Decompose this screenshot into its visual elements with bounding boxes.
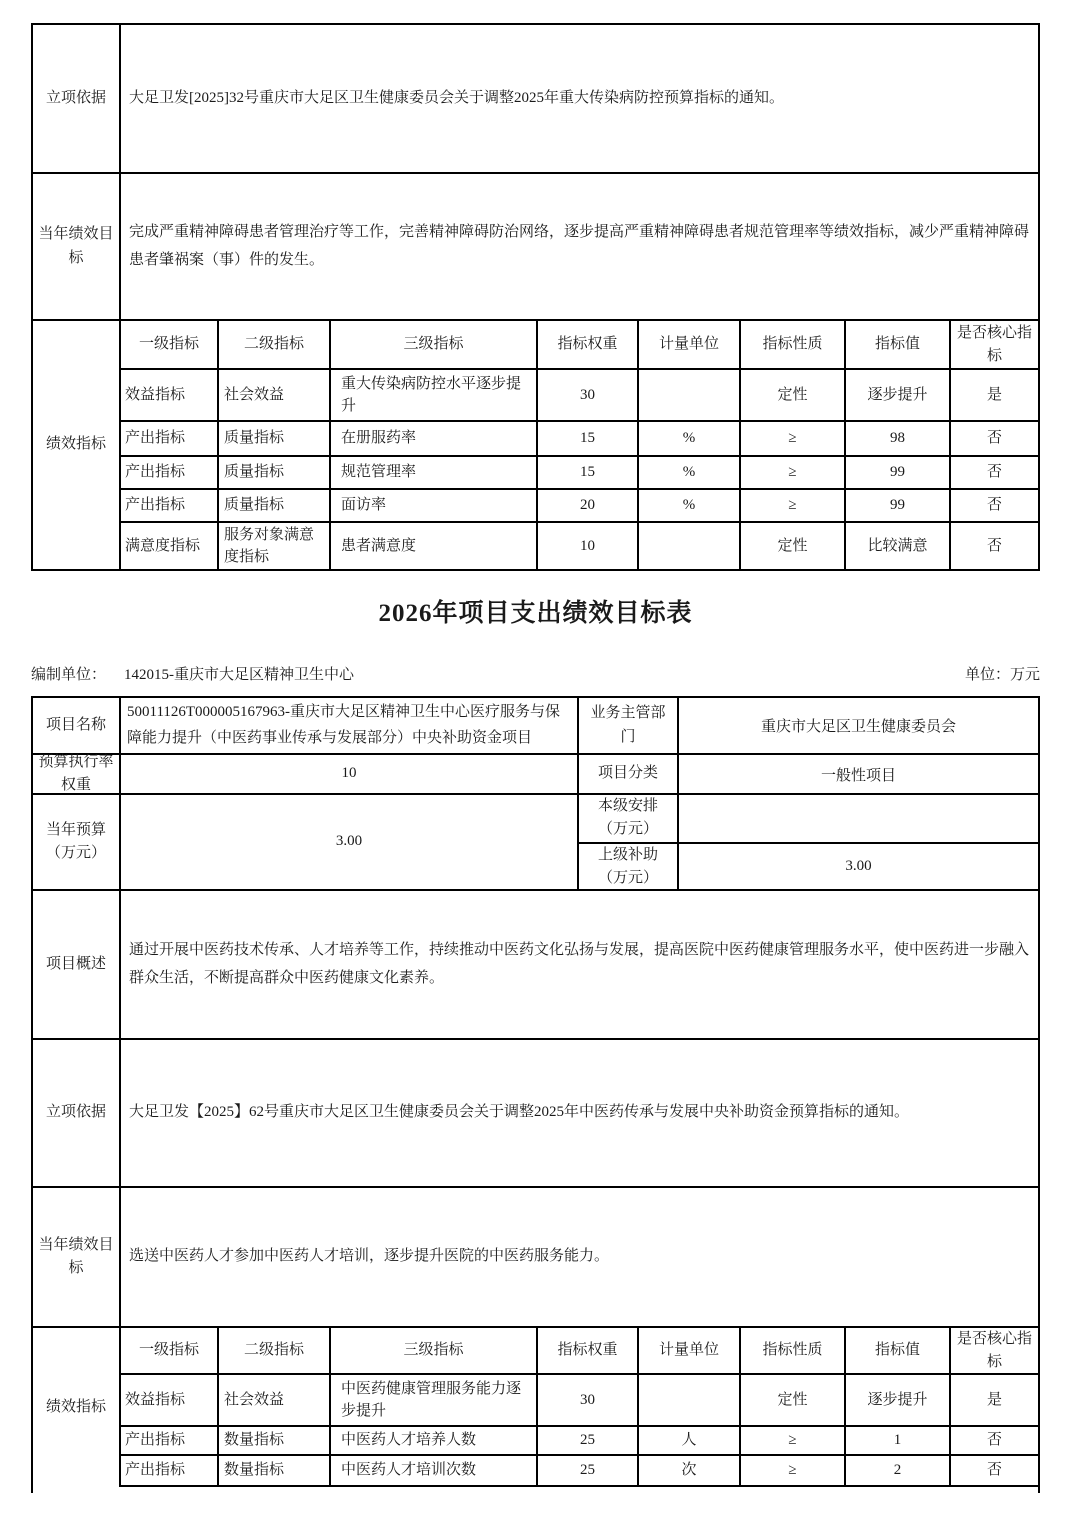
indicators-row-label: 绩效指标 <box>33 1328 121 1487</box>
local-budget-label: 本级安排（万元） <box>579 795 679 842</box>
basis-row-content: 大足卫发[2025]32号重庆市大足区卫生健康委员会关于调整2025年重大传染病防控预算指标的通知。 <box>129 89 784 106</box>
project-table <box>31 696 1040 1493</box>
indicator-cell: ≥ <box>741 490 846 521</box>
indicator-cell: ≥ <box>741 457 846 488</box>
header-cell: 二级指标 <box>219 1328 331 1373</box>
indicator-cell: 是 <box>986 386 1002 403</box>
indicator-cell: 中医药人才培养人数 <box>331 1427 538 1454</box>
superior-budget-subrow <box>579 844 1038 891</box>
indicator-cell: 效益指标 <box>121 1375 219 1425</box>
indicators-table <box>121 321 1038 569</box>
indicators-row <box>33 321 1038 569</box>
indicator-cell: 25 <box>538 1427 639 1454</box>
indicator-cell: 逐步提升 <box>846 370 951 420</box>
category-label: 项目分类 <box>579 755 679 793</box>
exec-rate-value: 10 <box>121 755 579 793</box>
indicator-cell: 否 <box>986 430 1002 447</box>
indicators-header-row <box>121 1328 1038 1375</box>
indicator-cell: 否 <box>986 1432 1002 1449</box>
indicators-row <box>33 1328 1038 1487</box>
header-cell: 一级指标 <box>121 321 219 368</box>
header-cell: 三级指标 <box>331 321 538 368</box>
basis-row-label: 立项依据 <box>33 25 121 172</box>
indicator-cell: 2 <box>846 1456 951 1485</box>
indicator-row <box>121 1427 1038 1456</box>
category-value: 一般性项目 <box>820 767 896 784</box>
indicators-table <box>121 1328 1038 1487</box>
dept-label: 业务主管部门 <box>579 698 679 753</box>
indicator-cell: % <box>639 457 741 488</box>
indicator-cell: 否 <box>986 1462 1002 1479</box>
indicator-cell <box>639 523 741 569</box>
indicator-cell: 产出指标 <box>121 457 219 488</box>
indicator-cell: 1 <box>846 1427 951 1454</box>
header-cell: 计量单位 <box>639 321 741 368</box>
indicator-row <box>121 523 1038 569</box>
indicator-row <box>121 1456 1038 1487</box>
header-cell: 二级指标 <box>219 321 331 368</box>
indicator-cell: 99 <box>846 457 951 488</box>
indicator-row <box>121 457 1038 490</box>
prepared-by-label: 编制单位： <box>31 667 107 683</box>
header-cell: 指标权重 <box>538 321 639 368</box>
indicator-cell: 30 <box>538 370 639 420</box>
target-label: 当年绩效目标 <box>33 1188 121 1326</box>
project-name-value: 50011126T000005167963-重庆市大足区精神卫生中心医疗服务与保障能力提升（中医药事业传承与发展部分）中央补助资金项目 <box>121 698 579 753</box>
exec-rate-row <box>33 755 1038 795</box>
indicator-cell: % <box>639 490 741 521</box>
target-row-label: 当年绩效目标 <box>33 174 121 319</box>
superior-budget-label: 上级补助（万元） <box>579 844 679 891</box>
header-cell: 指标权重 <box>538 1328 639 1373</box>
header-cell: 计量单位 <box>639 1328 741 1373</box>
indicator-row <box>121 490 1038 523</box>
superior-budget-value: 3.00 <box>845 858 872 875</box>
project-name-label: 项目名称 <box>33 698 121 753</box>
indicator-cell <box>639 370 741 420</box>
header-cell: 指标性质 <box>741 1328 846 1373</box>
local-budget-value <box>679 795 1038 842</box>
indicator-cell: 逐步提升 <box>846 1375 951 1425</box>
indicator-cell: 质量指标 <box>219 457 331 488</box>
indicator-cell: 定性 <box>741 370 846 420</box>
header-cell: 一级指标 <box>121 1328 219 1373</box>
indicator-cell: 20 <box>538 490 639 521</box>
indicator-cell: 重大传染病防控水平逐步提升 <box>331 370 538 420</box>
indicators-row-label: 绩效指标 <box>33 321 121 569</box>
indicator-cell: 数量指标 <box>219 1427 331 1454</box>
indicator-cell: 数量指标 <box>219 1456 331 1485</box>
table-row <box>33 174 1038 321</box>
top-continuation-table <box>31 23 1040 571</box>
indicator-cell: 10 <box>538 523 639 569</box>
indicators-header-row <box>121 321 1038 370</box>
indicator-cell: 否 <box>986 537 1002 554</box>
budget-value: 3.00 <box>121 795 579 889</box>
indicator-cell: 产出指标 <box>121 1427 219 1454</box>
indicator-cell: 15 <box>538 457 639 488</box>
indicator-cell: 98 <box>846 422 951 455</box>
prepared-by <box>31 664 354 686</box>
indicator-cell: 次 <box>639 1456 741 1485</box>
target-content: 选送中医药人才参加中医药人才培训，逐步提升医院的中医药服务能力。 <box>129 1248 610 1265</box>
header-cell: 三级指标 <box>331 1328 538 1373</box>
indicator-cell: 中医药健康管理服务能力逐步提升 <box>331 1375 538 1425</box>
header-cell: 指标值 <box>846 321 951 368</box>
indicator-cell: 人 <box>639 1427 741 1454</box>
indicator-cell: 质量指标 <box>219 490 331 521</box>
target-row <box>33 1188 1038 1328</box>
header-cell: 指标值 <box>846 1328 951 1373</box>
overview-label: 项目概述 <box>33 891 121 1038</box>
indicator-cell: 产出指标 <box>121 490 219 521</box>
indicator-cell: 社会效益 <box>219 370 331 420</box>
indicator-cell: 面访率 <box>331 490 538 521</box>
basis-content: 大足卫发【2025】62号重庆市大足区卫生健康委员会关于调整2025年中医药传承与发展中央补助资金预算指标的通知。 <box>129 1104 910 1121</box>
prepared-by-value: 142015-重庆市大足区精神卫生中心 <box>124 667 355 683</box>
budget-row <box>33 795 1038 891</box>
target-row-content: 完成严重精神障碍患者管理治疗等工作，完善精神障碍防治网络，逐步提高严重精神障碍患者规范管理率等绩效指标，减少严重精神障碍患者肇祸案（事）件的发生。 <box>129 223 1030 268</box>
overview-content: 通过开展中医药技术传承、人才培养等工作，持续推动中医药文化弘扬与发展，提高医院中医药健康管理服务水平，使中医药进一步融入群众生活，不断提高群众中医药健康文化素养。 <box>129 941 1030 986</box>
indicator-cell <box>639 1375 741 1425</box>
indicator-row <box>121 422 1038 457</box>
dept-value: 重庆市大足区卫生健康委员会 <box>760 719 956 735</box>
exec-rate-label: 预算执行率权重 <box>33 755 121 793</box>
indicator-cell: 产出指标 <box>121 422 219 455</box>
basis-label: 立项依据 <box>33 1040 121 1186</box>
indicator-row <box>121 370 1038 422</box>
header-cell: 指标性质 <box>741 321 846 368</box>
indicator-cell: 产出指标 <box>121 1456 219 1485</box>
indicator-cell: 患者满意度 <box>331 523 538 569</box>
project-name-row <box>33 698 1038 755</box>
indicator-cell: 99 <box>846 490 951 521</box>
header-cell: 是否核心指标 <box>956 325 1032 364</box>
local-budget-subrow <box>579 795 1038 844</box>
indicator-cell: 质量指标 <box>219 422 331 455</box>
meta-line <box>31 664 1040 686</box>
page-title: 2026年项目支出绩效目标表 <box>378 600 693 627</box>
indicator-cell: 服务对象满意度指标 <box>219 523 331 569</box>
budget-breakdown <box>579 795 1038 889</box>
indicator-cell: 中医药人才培训次数 <box>331 1456 538 1485</box>
indicator-cell: 30 <box>538 1375 639 1425</box>
indicator-cell: 是 <box>986 1391 1002 1408</box>
indicator-cell: 定性 <box>741 523 846 569</box>
indicator-cell: 否 <box>986 497 1002 514</box>
budget-label: 当年预算（万元） <box>33 795 121 889</box>
indicator-cell: 规范管理率 <box>331 457 538 488</box>
indicator-cell: ≥ <box>741 1456 846 1485</box>
unit-label: 单位：万元 <box>964 667 1040 683</box>
table-row <box>33 25 1038 174</box>
indicator-cell: 15 <box>538 422 639 455</box>
indicator-cell: ≥ <box>741 1427 846 1454</box>
indicator-cell: 25 <box>538 1456 639 1485</box>
indicator-cell: 在册服药率 <box>331 422 538 455</box>
indicator-cell: 社会效益 <box>219 1375 331 1425</box>
indicator-cell: 效益指标 <box>121 370 219 420</box>
overview-row <box>33 891 1038 1040</box>
header-cell: 是否核心指标 <box>956 1331 1032 1370</box>
indicator-cell: % <box>639 422 741 455</box>
indicator-cell: 比较满意 <box>846 523 951 569</box>
indicator-cell: 满意度指标 <box>121 523 219 569</box>
indicator-cell: 否 <box>986 464 1002 481</box>
indicator-cell: ≥ <box>741 422 846 455</box>
basis-row <box>33 1040 1038 1188</box>
indicator-row <box>121 1375 1038 1427</box>
indicator-cell: 定性 <box>741 1375 846 1425</box>
